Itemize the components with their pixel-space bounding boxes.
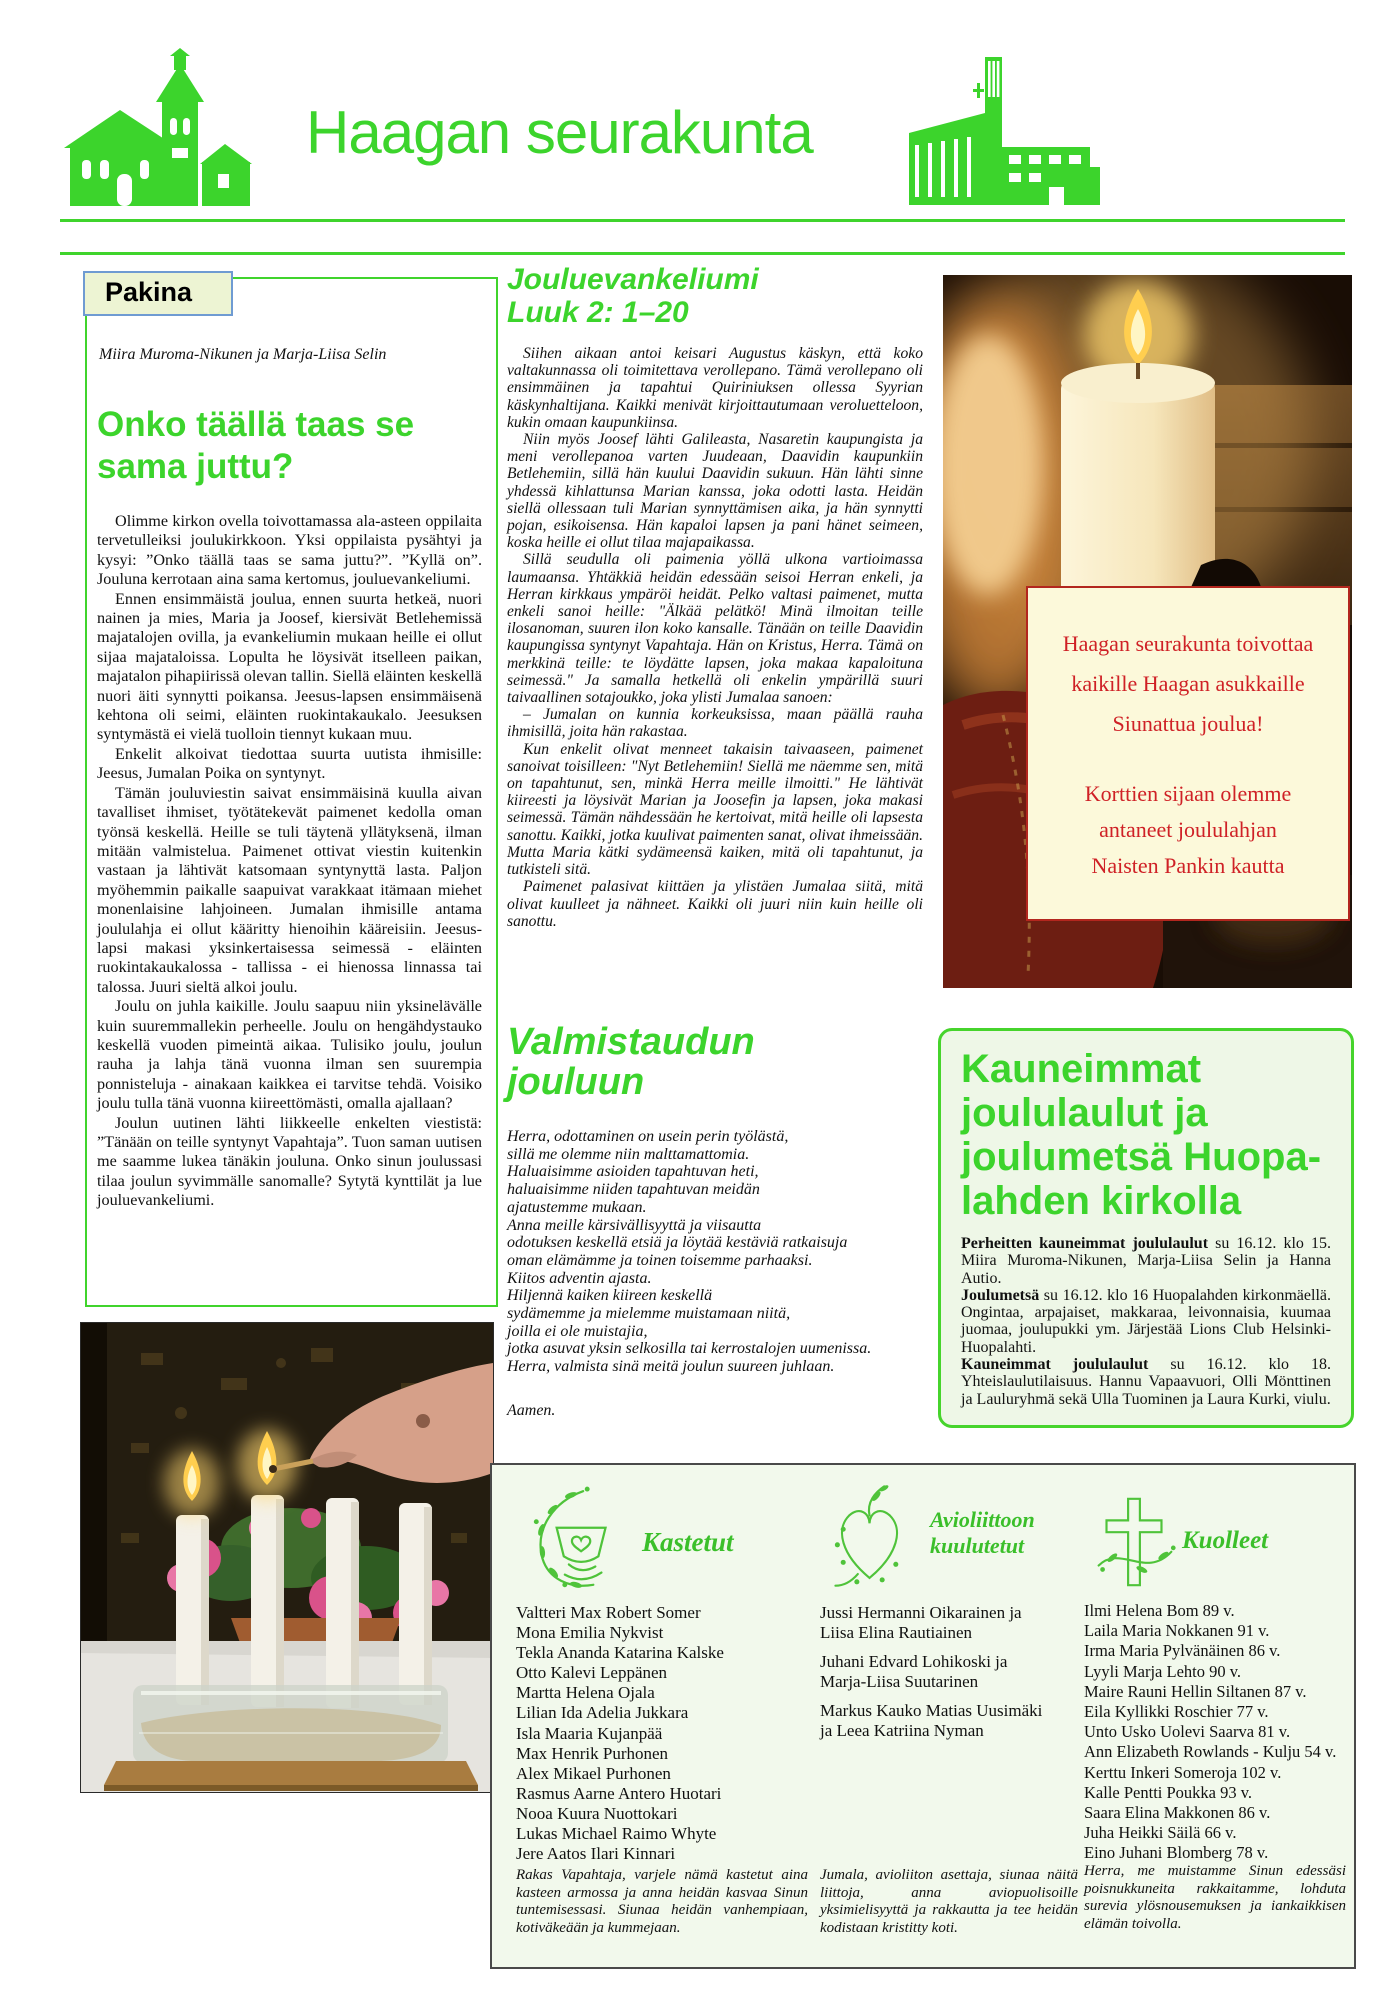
events-heading: [961, 1047, 1331, 1223]
prayer-section: [507, 1022, 927, 1420]
banns-blessing: Jumala, avioliiton asettaja, siunaa näitä liittoja, anna aviopuolisoille yksimielisyyttä ja rakkautta ja tee heidän kodistaan kristitty koti.: [820, 1867, 1078, 1936]
article-paragraph: Olimme kirkon ovella toivottamassa ala-asteen oppilaita tervetulleiksi joulukirkkoon. Yksi oppilaista pysähtyi ja kysyi: ”Onko täällä taas se sama juttu?”. ”Kyllä on”. Jouluna kerrotaan aina sama kertomus, jouluevankeliumi.: [97, 512, 482, 589]
page-title: Haagan seurakunta: [306, 99, 813, 166]
prayer-heading-line1: Valmistaudun: [507, 1021, 755, 1063]
marriage-heart-icon: [814, 1479, 926, 1597]
event-details: su 16.12. klo 16 Huopalahden kirkonmäellä. Ongintaa, arpajaiset, makkaraa, leivonnaisia, kuumaa juomaa, joulupukki ym. Järjestää Lions Club Helsinki-Huopalahti.: [961, 1286, 1331, 1356]
greeting-line: kaikille Haagan asukkaille: [1071, 671, 1305, 696]
banns-couple-line2: Marja-Liisa Suutarinen: [820, 1672, 979, 1691]
header-rule-bottom: [60, 252, 1345, 255]
prayer-line: odotuksen keskellä etsiä ja löytää kestäviä ratkaisuja: [507, 1234, 848, 1252]
article-paragraph: Enkelit alkoivat tiedottaa suurta uutista ihmisille: Jeesus, Jumalan Poika on syntynyt.: [97, 744, 482, 783]
memorial-cross-icon: [1084, 1487, 1184, 1595]
event-title: Kauneimmat joululaulut: [961, 1356, 1149, 1374]
deceased-name: Ilmi Helena Bom 89 v.: [1084, 1601, 1235, 1620]
baptized-title: Kastetut: [642, 1527, 734, 1557]
banns-title-line2: kuulutetut: [930, 1533, 1025, 1558]
event-item: [961, 1356, 1331, 1408]
baptized-name: Isla Maaria Kujanpää: [516, 1723, 663, 1743]
events-items: [961, 1235, 1331, 1408]
gospel-paragraph: Siihen aikaan antoi keisari Augustus käskyn, että koko valtakunnassa oli toimitettava verollepano. Tämä verollepano oli ensimmäinen ja tapahtui Quiriniuksen ollessa Syyrian käskynhaltijana. Kaikki menivät kirjoittautumaan veroluetteloon, kukin omaan kaupunkiinsa.: [507, 345, 923, 431]
gospel-paragraph: Sillä seudulla oli paimenia yöllä ulkona vartioimassa laumaansa. Yhtäkkiä heidän edessään seisoi Herran enkeli, ja Herran kirkkaus ympäröi heidät. Pelko valtasi paimenet, mutta enkeli sanoi heille: "Älkää pelätkö! Minä ilmoitan teille ilosanoman, suuren ilon koko kansalle. Tänään on teille Daavidin kaupungissa syntynyt Vapahtaja. Hän on Kristus, Herra. Tämä on merkkinä teille: te löydätte lapsen, joka makaa kapaloituna seimessä." Ja samalla hetkellä oli enkelin ympärillä suuri taivaallinen sotajoukko, joka ylisti Jumalaa sanoen:: [507, 551, 923, 707]
baptized-name: Tekla Ananda Katarina Kalske: [516, 1643, 724, 1663]
prayer-line: Kiitos adventin ajasta.: [507, 1269, 652, 1287]
donation-line: Naisten Pankin kautta: [1091, 853, 1285, 878]
banns-couples: [820, 1603, 1082, 1750]
gospel-paragraph: Niin myös Joosef lähti Galileasta, Nasaretin kaupungista ja meni verollepanoa varten Juudeaan, Daavidin kaupunkiin Betlehemiin, sillä hän kuului Daavidin sukuun. Hän lähti sinne yhdessä kihlattunsa Marian kanssa, joka odotti lasta. Heidän siellä ollessaan tuli Marian synnyttämisen aika, ja hän synnytti pojan, esikoisensa. Hän kapaloi lapsen ja pani hänet seimeen, koska heille ei ollut tilaa majapaikassa.: [507, 431, 923, 552]
gospel-paragraph: Kun enkelit olivat menneet takaisin taivaaseen, paimenet sanoivat toisilleen: "Nyt Betlehemiin! Siellä me näemme sen, mitä on tapahtunut, sen, minkä Herra meille ilmoitti." He lähtivät kiireesti ja löysivät Marian ja Joosefin ja lapsen, joka makasi seimessä. Tämän nähdessään he kertoivat, mitä heille oli lapsesta sanottu. Kaikki, jotka kuulivat paimenten sanat, olivat ihmeissään. Mutta Maria kätki sydämeensä kaiken, mitä oli tapahtunut, ja tutkisteli sitä.: [507, 740, 923, 879]
article-paragraph: Joulun uutinen lähti liikkeelle enkelten viestistä: ”Tänään on teille syntynyt Vapahtaja”. Tuon saman uutisen me saamme lukea tänäkin jouluna. Onko sinun joulussasi tilaa joulun syvimmälle sanomalle? Sytytä kynttilät ja lue jouluevankeliumi.: [97, 1113, 482, 1210]
deceased-name: Irma Maria Pylvänäinen 86 v.: [1084, 1641, 1281, 1661]
prayer-amen: Aamen.: [507, 1401, 556, 1419]
prayer-line: ajatustemme mukaan.: [507, 1198, 647, 1216]
baptized-name: Valtteri Max Robert Somer: [516, 1603, 701, 1622]
events-box: [938, 1028, 1354, 1428]
prayer-line: joilla ei ole muistajia,: [507, 1322, 648, 1340]
deceased-name: Eino Juhani Blomberg 78 v.: [1084, 1843, 1269, 1863]
baptized-name: Max Henrik Purhonen: [516, 1743, 669, 1763]
greeting-line: Siunattua joulua!: [1112, 711, 1264, 736]
church-illustration-right-icon: [897, 55, 1102, 207]
events-heading-line: joululaulut ja: [961, 1091, 1208, 1135]
baptized-name: Otto Kalevi Leppänen: [516, 1663, 668, 1683]
prayer-lines: [507, 1128, 927, 1376]
baptized-name: Martta Helena Ojala: [516, 1683, 655, 1703]
gospel-body: [507, 345, 923, 930]
gospel-section: [507, 263, 923, 930]
greeting-lines: [1028, 624, 1348, 744]
prayer-line: haluaisimme niiden tapahtuvan meidän: [507, 1181, 760, 1199]
deceased-names: [1084, 1601, 1352, 1864]
christmas-greeting-box: [1026, 586, 1350, 921]
events-heading-line: Kauneimmat: [961, 1047, 1202, 1091]
baptized-name: Mona Emilia Nykvist: [516, 1623, 664, 1643]
article-byline: Miira Muroma-Nikunen ja Marja-Liisa Selin: [99, 346, 387, 363]
deceased-name: Laila Maria Nokkanen 91 v.: [1084, 1621, 1270, 1641]
prayer-line: Herra, valmista sinä meitä joulun suureen juhlaan.: [507, 1358, 835, 1376]
article-paragraph: Joulu on juhla kaikille. Joulu saapuu niin yksinelävälle kuin suuremmallekin perheelle. Joulu on hengähdystauko keskellä vuoden pimeintä aikaa. Tulisiko joulu, joulun rauha ja lahja tänä vuonna ilman sen suurempia ponnisteluja - ainakaan kaikkea ei tarvitse tehdä. Voisiko joulu tulla tänä vuonna kiireettömästi, omalla ajallaan?: [97, 997, 482, 1113]
header-rule-top: [60, 219, 1345, 222]
article-paragraph: Tämän jouluviestin saivat ensimmäisinä kuulla aivan tavalliset ihmiset, työtätekevät paimenet kedolla oman työnsä keskellä. Heille se tuli täytenä yllätyksenä, ilman mitään valmistelua. Paimenet ottivat viestin kuitenkin vastaan ja lähtivät katsomaan syntynyttä lasta. Paljon myöhemmin paikalle saapuivat varakkaat itämaan miehet monenlaisine lahjoineen. Jumalan ihmisille antama joululahja ei ollut kääritty hienoihin kääreisiin. Jeesus-lapsi makasi yksinkertaisessa seimessä - eläinten ruokintakaukalossa - tallissa - ei hienossa linnassa tai talossa. Juuri sieltä alkoi joulu.: [97, 783, 482, 996]
article-paragraph: Ennen ensimmäistä joulua, ennen suurta hetkeä, nuori nainen ja mies, Maria ja Joosef, kiersivät Betlehemissä majatalojen ovilla, ja evankeliumin mukaan heille ei ollut sijaa majataloissa. Lopulta he löysivät itselleen paikan, majatalon pihapiirissä olevan tallin. Siellä eläinten keskellä nuori äiti synnytti poikansa. Jeesus-lapsen ensimmäisenä kehtona oli seimi, eläinten ruokintakaukalo. Jeesuksen syntymästä ei vielä tuolloin tiennyt kukaan muu.: [97, 589, 482, 744]
prayer-line: Hiljennä kaiken kiireen keskellä: [507, 1287, 713, 1305]
banns-couple-line2: Liisa Elina Rautiainen: [820, 1623, 973, 1642]
baptized-name: Jere Aatos Ilari Kinnari: [516, 1844, 676, 1864]
event-details: su 16.12. klo 15. Miira Muroma-Nikunen, Marja-Liisa Selin ja Hanna Autio.: [961, 1235, 1332, 1287]
event-item: [961, 1235, 1331, 1287]
baptized-name: Nooa Kuura Nuottokari: [516, 1803, 678, 1823]
gospel-paragraph: – Jumalan on kunnia korkeuksissa, maan päällä rauha ihmisillä, joita hän rakastaa.: [507, 706, 923, 741]
deceased-name: Juha Heikki Säilä 66 v.: [1084, 1823, 1237, 1843]
event-title: Perheitten kauneimmat joululaulut: [961, 1235, 1209, 1252]
gospel-heading-line1: Jouluevankeliumi: [507, 263, 759, 296]
deceased-name: Lyyli Marja Lehto 90 v.: [1084, 1661, 1242, 1681]
baptized-name: Rasmus Aarne Antero Huotari: [516, 1783, 722, 1803]
baptized-name: Lilian Ida Adelia Jukkara: [516, 1703, 689, 1723]
prayer-line: sydämemme ja mielemme muistamaan niitä,: [507, 1305, 791, 1323]
donation-lines: [1028, 776, 1348, 884]
baptized-blessing: Rakas Vapahtaja, varjele nämä kastetut aina kasteen armossa ja anna heidän kasvaa Sinun tuntemisessasi. Siunaa heidän vanhempiaan, kotiväkeään ja kummejaan.: [516, 1867, 808, 1936]
deceased-name: Kerttu Inkeri Someroja 102 v.: [1084, 1762, 1282, 1782]
article-heading: Onko täällä taas se sama juttu?: [97, 405, 415, 486]
banns-title-line1: Avioliittoon: [930, 1507, 1035, 1532]
event-title: Joulumetsä: [961, 1286, 1040, 1304]
event-details: su 16.12. klo 18. Yhteislaulutilaisuus. Hannu Vapaavuori, Olli Mönttinen ja Lauluryhmä sekä Ulla Tuominen ja Laura Kurki, viulu.: [961, 1356, 1332, 1408]
gospel-heading: [507, 263, 923, 329]
prayer-line: Herra, odottaminen on usein perin työlästä,: [507, 1128, 789, 1145]
baptized-names: [516, 1603, 808, 1864]
deceased-blessing: Herra, me muistamme Sinun edessäsi poisnukkuneita rakkaitamme, lohduta surevia ylösnousemuksen ja iankaikkisen elämän toivolla.: [1084, 1863, 1346, 1932]
pakina-label-box: [83, 271, 233, 316]
gospel-paragraph: Paimenet palasivat kiittäen ja ylistäen Jumalaa siitä, mitä olivat kuulleet ja nähneet. Kaikki oli juuri niin kuin heille oli sanottu.: [507, 878, 923, 930]
deceased-name: Maire Rauni Hellin Siltanen 87 v.: [1084, 1681, 1307, 1701]
prayer-line: Haluaisimme asioiden tapahtuvan heti,: [507, 1163, 759, 1181]
prayer-line: Anna meille kärsivällisyyttä ja viisautta: [507, 1216, 762, 1234]
article-body: [97, 512, 482, 1211]
banns-couple: [820, 1603, 1082, 1643]
baptism-font-icon: [520, 1483, 632, 1595]
banns-couple-line1: Markus Kauko Matias Uusimäki: [820, 1701, 1043, 1720]
baptized-name: Alex Mikael Purhonen: [516, 1763, 671, 1783]
gospel-heading-line2: Luuk 2: 1–20: [507, 296, 689, 329]
banns-title: [930, 1507, 1035, 1559]
banns-couple: [820, 1652, 1082, 1692]
deceased-name: Eila Kyllikki Roschier 77 v.: [1084, 1702, 1269, 1722]
banns-couple-line1: Juhani Edvard Lohikoski ja: [820, 1652, 1008, 1671]
events-heading-line: lahden kirkolla: [961, 1179, 1242, 1223]
deceased-name: Unto Usko Uolevi Saarva 81 v.: [1084, 1722, 1291, 1742]
deceased-name: Saara Elina Makkonen 86 v.: [1084, 1803, 1271, 1823]
church-illustration-left-icon: [62, 48, 257, 210]
prayer-line: sillä me olemme niin malttamattomia.: [507, 1145, 750, 1163]
event-item: [961, 1287, 1331, 1356]
donation-line: Korttien sijaan olemme: [1084, 781, 1292, 806]
pakina-label: Pakina: [105, 277, 193, 307]
events-heading-line: joulumetsä Huopa-: [961, 1135, 1322, 1179]
banns-couple: [820, 1701, 1082, 1741]
deceased-name: Kalle Pentti Poukka 93 v.: [1084, 1782, 1253, 1802]
prayer-heading-line2: jouluun: [507, 1061, 645, 1103]
deceased-name: Ann Elizabeth Rowlands - Kulju 54 v.: [1084, 1742, 1337, 1762]
prayer-line: jotka asuvat yksin selkosilla tai kerrostalojen uumenissa.: [507, 1340, 872, 1358]
advent-candles-photo: [80, 1322, 494, 1793]
prayer-heading: [507, 1022, 927, 1102]
banns-couple-line1: Jussi Hermanni Oikarainen ja: [820, 1603, 1022, 1622]
parish-registry-box: [490, 1463, 1356, 1969]
deceased-title: Kuolleet: [1182, 1527, 1269, 1554]
prayer-line: oman elämämme ja toinen toisemme parhaaksi.: [507, 1251, 813, 1269]
baptized-name: Lukas Michael Raimo Whyte: [516, 1824, 717, 1844]
donation-line: antaneet joululahjan: [1099, 817, 1277, 842]
banns-couple-line2: ja Leea Katriina Nyman: [820, 1721, 984, 1740]
greeting-line: Haagan seurakunta toivottaa: [1062, 631, 1314, 656]
